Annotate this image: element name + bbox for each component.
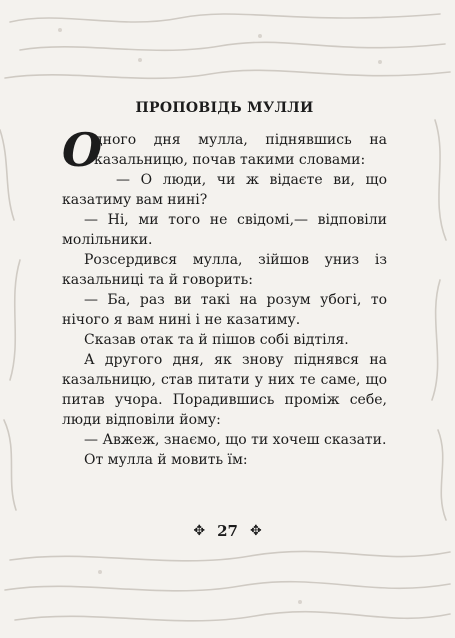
paragraph-7: А другого дня, як знову піднявся на казальницю, став питати у них те саме, що питав учора. Порадившись проміж себе, люди відповіли йому: (62, 352, 387, 428)
paragraph-6: Сказав отак та й пішов собі відтіля. (84, 332, 349, 348)
ornament-left-icon: ✥ (193, 523, 206, 539)
paragraph-1 (62, 123, 387, 177)
story-title: ПРОПОВІДЬ МУЛЛИ (135, 100, 314, 116)
story-body (62, 123, 387, 470)
paragraph-4: Розсердився мулла, зійшов униз із казальниці та й говорить: (62, 252, 387, 288)
paragraph-2: — О люди, чи ж відаєте ви, що казатиму вам нині? (62, 172, 387, 208)
paragraph-3: — Ні, ми того не свідомі,— відповіли молільники. (62, 212, 387, 248)
paragraph-8: — Авжеж, знаємо, що ти хочеш сказати. (84, 432, 387, 448)
paragraph-9: От мулла й мовить їм: (84, 452, 248, 468)
ornament-right-icon: ✥ (249, 523, 262, 539)
page-footer (0, 522, 455, 540)
page-content (62, 100, 387, 470)
paragraph-5: — Ба, раз ви такі на розум убогі, то нічого я вам нині і не казатиму. (62, 292, 387, 328)
page-number: 27 (217, 522, 238, 540)
paragraph-1-text: дного дня мулла, піднявшись на казальницю, почав такими словами: (94, 132, 387, 168)
drop-cap: О (62, 123, 103, 177)
